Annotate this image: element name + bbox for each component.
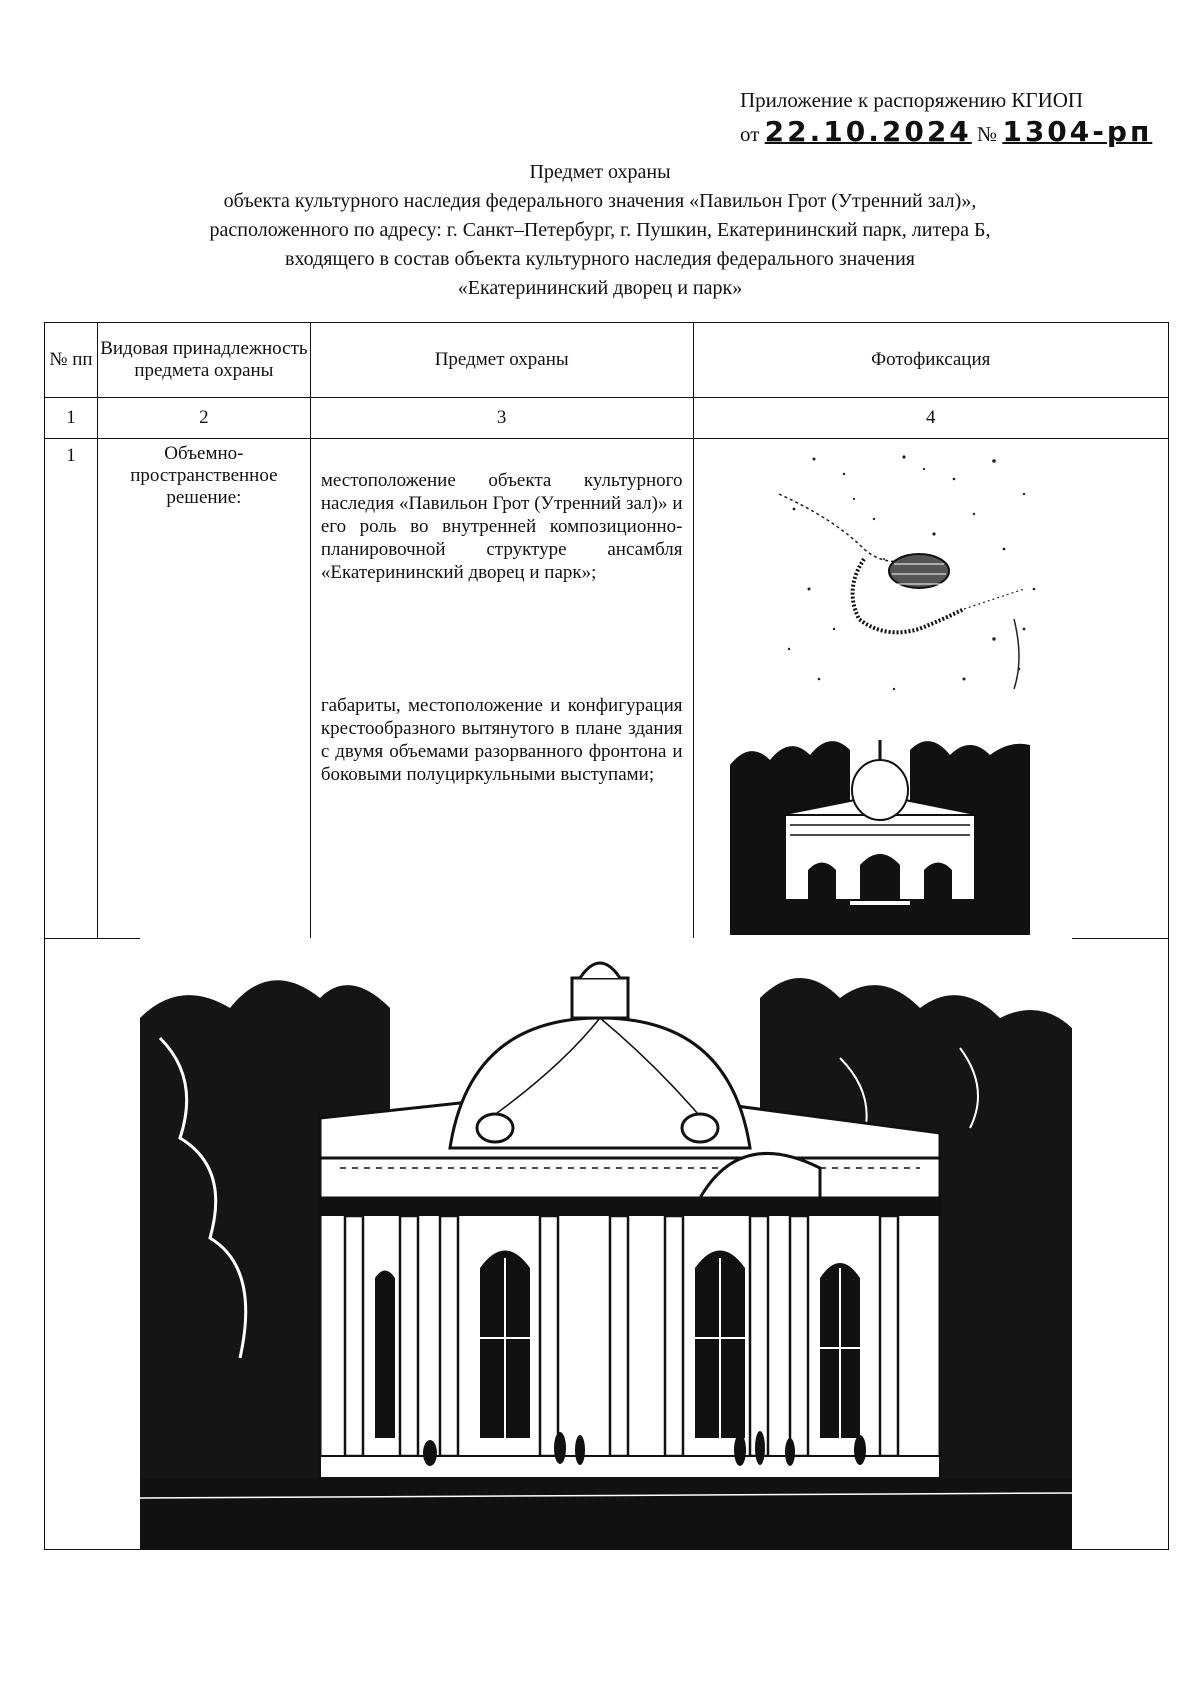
title-line-5: «Екатерининский дворец и парк» [457, 277, 743, 299]
row-num: 1 [45, 439, 98, 939]
title-line-3: расположенного по адресу: г. Санкт–Петербург, г. Пушкин, Екатерининский парк, литера Б, [209, 219, 991, 241]
pavilion-photo-small [730, 725, 1030, 935]
order-number: 1304-рп [1002, 115, 1153, 148]
header-num: № пп [45, 323, 98, 398]
document-title [0, 158, 1200, 303]
order-line [740, 115, 1152, 148]
header-subject: Предмет охраны [310, 323, 693, 398]
row-kind: Объемно-пространственное решение: [97, 439, 310, 939]
title-line-4: входящего в состав объекта культурного наследия федерального значения [285, 248, 915, 270]
row-subject [310, 439, 693, 939]
appendix-header [740, 88, 1152, 148]
index-cell: 2 [97, 398, 310, 439]
title-line-1: Предмет охраны [529, 161, 671, 183]
table-header-row [45, 323, 1169, 398]
index-cell: 1 [45, 398, 98, 439]
from-label: от [740, 122, 760, 146]
appendix-line: Приложение к распоряжению КГИОП [740, 88, 1084, 112]
title-line-2: объекта культурного наследия федерального значения «Павильон Грот (Утренний зал)», [223, 190, 977, 212]
order-date: 22.10.2024 [764, 115, 972, 148]
table-row [45, 439, 1169, 939]
index-cell: 3 [310, 398, 693, 439]
header-photo: Фотофиксация [693, 323, 1168, 398]
protection-subject-table [44, 322, 1169, 939]
photo-cell [693, 439, 1168, 939]
pavilion-photo-large [140, 938, 1072, 1550]
table-index-row [45, 398, 1169, 439]
number-label: № [977, 122, 998, 146]
subject-location: местоположение объекта культурного наследия «Павильон Грот (Утренний зал)» и его роль во внутренней композиционно-планировочной структуре ансамбля «Екатерининский дворец и парк»; [320, 470, 683, 583]
index-cell: 4 [693, 398, 1168, 439]
subject-dimensions: габариты, местоположение и конфигурация крестообразного вытянутого в плане здания с двумя объемами разорванного фронтона и боковыми полуциркульными выступами; [320, 695, 683, 785]
header-kind: Видовая принадлежность предмета охраны [97, 323, 310, 398]
